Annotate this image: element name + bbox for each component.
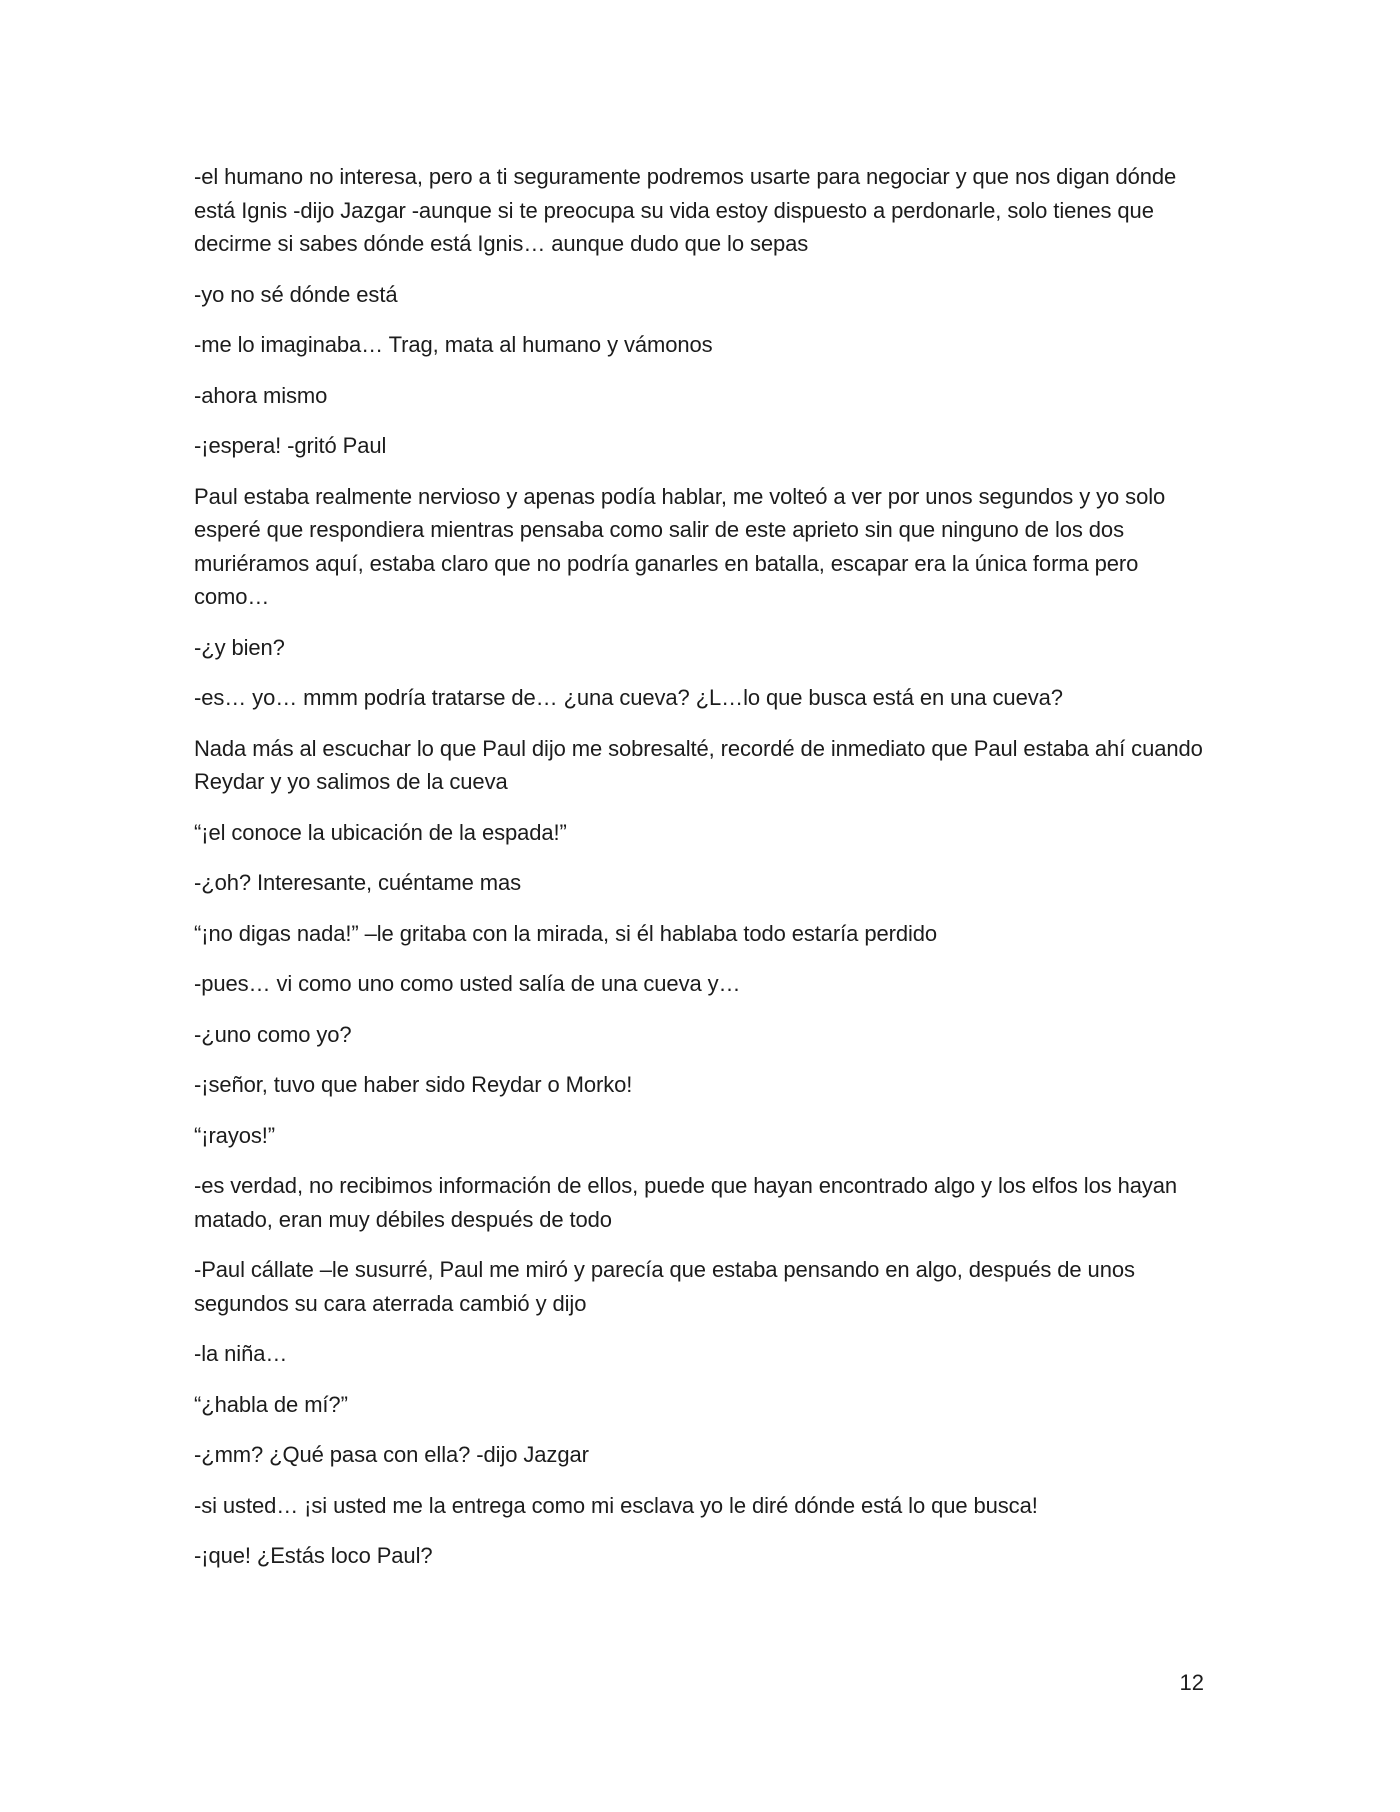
paragraph: “¡no digas nada!” –le gritaba con la mirada, si él hablaba todo estaría perdido	[194, 920, 938, 946]
paragraph: -es… yo… mmm podría tratarse de… ¿una cueva? ¿L…lo que busca está en una cueva?	[194, 685, 1063, 710]
paragraph: -si usted… ¡si usted me la entrega como mi esclava yo le diré dónde está lo que busca!	[194, 1492, 1038, 1518]
paragraph: -es verdad, no recibimos información de ellos, puede que hayan encontrado algo y los elfos los hayan matado, eran muy débiles después de todo	[194, 1173, 1178, 1232]
paragraph: -¿mm? ¿Qué pasa con ella? -dijo Jazgar	[194, 1442, 589, 1467]
paragraph: -Paul cállate –le susurré, Paul me miró y parecía que estaba pensando en algo, después de unos segundos su cara aterrada cambió y dijo	[194, 1257, 1135, 1316]
paragraph: Nada más al escuchar lo que Paul dijo me sobresalté, recordé de inmediato que Paul estaba ahí cuando Reydar y yo salimos de la cueva	[194, 735, 1203, 794]
paragraph: -¡espera! -gritó Paul	[194, 433, 387, 458]
paragraph: -¿y bien?	[194, 634, 285, 660]
body-text	[194, 160, 1206, 1590]
paragraph: -¿oh? Interesante, cuéntame mas	[194, 870, 522, 895]
paragraph: -¡que! ¿Estás loco Paul?	[194, 1543, 433, 1568]
paragraph: -ahora mismo	[194, 382, 328, 408]
paragraph: -el humano no interesa, pero a ti seguramente podremos usarte para negociar y que nos digan dónde está Ignis -dijo Jazgar -aunque si te preocupa su vida estoy dispuesto a perdonarle, solo tienes que decirme si sabes dónde está Ignis… aunque dudo que lo sepas	[194, 164, 1177, 256]
paragraph: -¡señor, tuvo que haber sido Reydar o Morko!	[194, 1072, 633, 1097]
paragraph: -pues… vi como uno como usted salía de una cueva y…	[194, 971, 741, 996]
paragraph: Paul estaba realmente nervioso y apenas podía hablar, me volteó a ver por unos segundos y yo solo esperé que respondiera mientras pensaba como salir de este aprieto sin que ninguno de los dos muriéramos aquí, estaba claro que no podría ganarles en batalla, escapar era la única forma pero como…	[194, 483, 1166, 609]
paragraph: “¿habla de mí?”	[194, 1391, 348, 1417]
paragraph: -la niña…	[194, 1341, 288, 1366]
paragraph: -¿uno como yo?	[194, 1021, 352, 1047]
paragraph: “¡el conoce la ubicación de la espada!”	[194, 819, 567, 845]
paragraph: -me lo imaginaba… Trag, mata al humano y vámonos	[194, 332, 713, 357]
paragraph: -yo no sé dónde está	[194, 281, 398, 307]
page-number: 12	[1179, 1670, 1204, 1695]
paragraph: “¡rayos!”	[194, 1122, 275, 1148]
